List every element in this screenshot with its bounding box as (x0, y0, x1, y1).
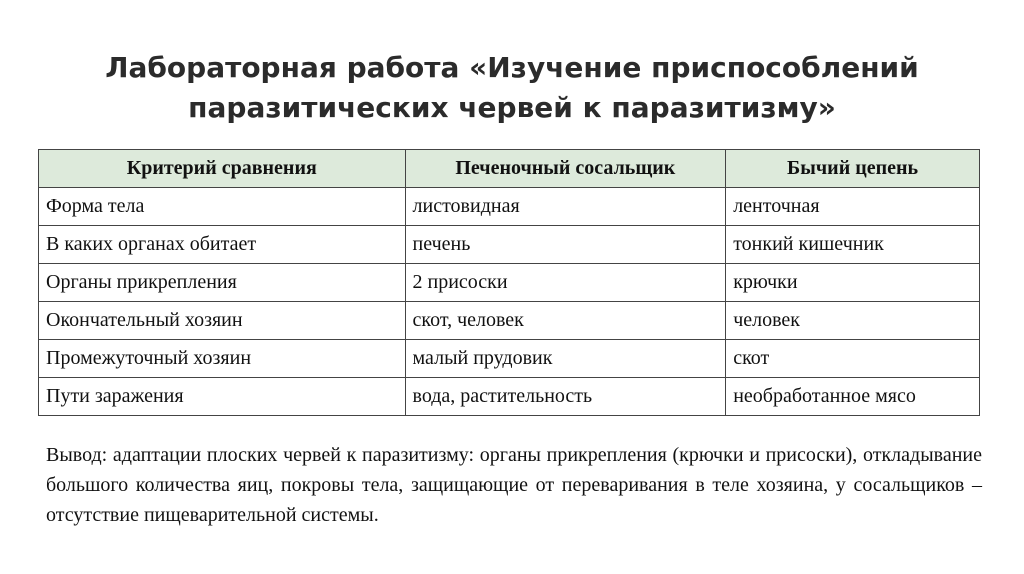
beef-tapeworm-cell: крючки (726, 264, 980, 302)
table-row (39, 226, 980, 264)
beef-tapeworm-cell: тонкий кишечник (726, 226, 980, 264)
row-criterion-cell: Промежуточный хозяин (39, 340, 406, 378)
beef-tapeworm-cell: необработанное мясо (726, 378, 980, 416)
beef-tapeworm-cell: человек (726, 302, 980, 340)
liver-fluke-cell: вода, растительность (405, 378, 726, 416)
table-header-row (39, 150, 980, 188)
liver-fluke-cell: листовидная (405, 188, 726, 226)
row-criterion-cell: Пути заражения (39, 378, 406, 416)
liver-fluke-cell: малый прудовик (405, 340, 726, 378)
slide-title (0, 48, 1024, 128)
liver-fluke-cell: 2 присоски (405, 264, 726, 302)
liver-fluke-cell: скот, человек (405, 302, 726, 340)
row-criterion-cell: Форма тела (39, 188, 406, 226)
table-row (39, 378, 980, 416)
table-row (39, 340, 980, 378)
beef-tapeworm-cell: ленточная (726, 188, 980, 226)
header-beef-tapeworm: Бычий цепень (726, 150, 980, 188)
row-criterion-cell: В каких органах обитает (39, 226, 406, 264)
beef-tapeworm-cell: скот (726, 340, 980, 378)
table-row (39, 302, 980, 340)
slide-title-line-2: паразитических червей к паразитизму» (188, 91, 836, 124)
table-row (39, 188, 980, 226)
conclusion-paragraph: Вывод: адаптации плоских червей к паразитизму: органы прикрепления (крючки и присоски), откладывание большого количества яиц, покровы тела, защищающие от переваривания в теле хозяина, у сосальщиков – отсутствие пищеварительной системы. (46, 444, 982, 526)
slide-title-line-1: Лабораторная работа «Изучение приспособлений (105, 51, 919, 84)
comparison-table (38, 149, 980, 416)
liver-fluke-cell: печень (405, 226, 726, 264)
header-criterion: Критерий сравнения (39, 150, 406, 188)
header-liver-fluke: Печеночный сосальщик (405, 150, 726, 188)
row-criterion-cell: Органы прикрепления (39, 264, 406, 302)
table-row (39, 264, 980, 302)
row-criterion-cell: Окончательный хозяин (39, 302, 406, 340)
